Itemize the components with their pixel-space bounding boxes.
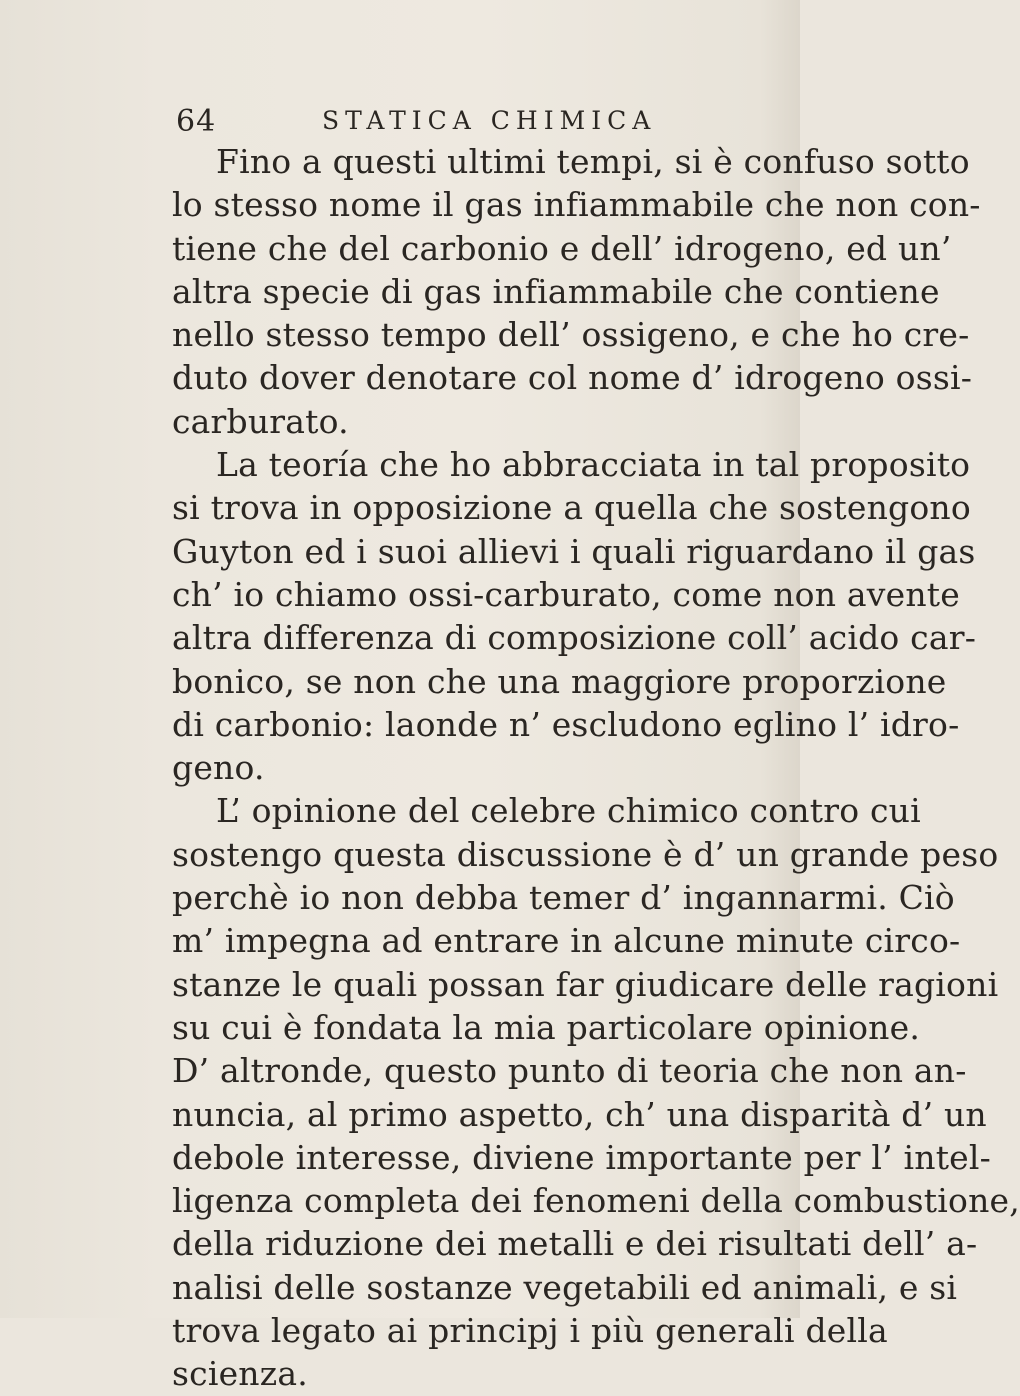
text-line: nuncia, al primo aspetto, ch’ una disparità d’ un bbox=[172, 1094, 987, 1134]
page-number: 64 bbox=[176, 104, 217, 139]
text-line: si trova in opposizione a quella che sostengono bbox=[172, 488, 971, 528]
text-line: carburato. bbox=[172, 401, 349, 441]
text-line: trova legato ai principj i più generali della bbox=[172, 1311, 888, 1351]
text-line: di carbonio: laonde n’ escludono eglino l’ idro- bbox=[172, 704, 960, 744]
text-line: su cui è fondata la mia particolare opinione. bbox=[172, 1007, 921, 1047]
text-line: nalisi delle sostanze vegetabili ed animali, e si bbox=[172, 1267, 958, 1307]
text-line: Fino a questi ultimi tempi, si è confuso sotto bbox=[216, 142, 970, 181]
text-line: ligenza completa dei fenomeni della combustione, bbox=[172, 1181, 1020, 1221]
text-line: m’ impegna ad entrare in alcune minute circo- bbox=[172, 921, 961, 961]
body-text bbox=[172, 140, 1020, 1396]
text-line: altra specie di gas infiammabile che contiene bbox=[172, 271, 940, 311]
text-line: stanze le quali possan far giudicare delle ragioni bbox=[172, 964, 999, 1004]
text-line: La teoría che ho abbracciata in tal proposito bbox=[216, 445, 971, 485]
text-line: scienza. bbox=[172, 1354, 308, 1394]
text-line: sostengo questa discussione è d’ un grande peso bbox=[172, 834, 999, 874]
text-line: Guyton ed i suoi allievi i quali riguardano il gas bbox=[172, 531, 976, 571]
text-line: duto dover denotare col nome d’ idrogeno ossi- bbox=[172, 358, 973, 398]
text-line: nello stesso tempo dell’ ossigeno, e che ho cre- bbox=[172, 315, 970, 355]
text-line: debole interesse, diviene importante per l’ intel- bbox=[172, 1137, 992, 1177]
text-line: bonico, se non che una maggiore proporzione bbox=[172, 661, 947, 701]
text-line: ch’ io chiamo ossi-carburato, come non avente bbox=[172, 574, 960, 614]
text-line: della riduzione dei metalli e dei risultati dell’ a- bbox=[172, 1224, 978, 1264]
running-head: STATICA CHIMICA bbox=[322, 106, 657, 135]
page-header bbox=[0, 102, 800, 142]
text-line: lo stesso nome il gas infiammabile che non con- bbox=[172, 185, 981, 225]
text-line: altra differenza di composizione coll’ acido car- bbox=[172, 618, 977, 658]
text-line: tiene che del carbonio e dell’ idrogeno, ed un’ bbox=[172, 228, 952, 268]
text-line: perchè io non debba temer d’ ingannarmi. Ciò bbox=[172, 878, 955, 918]
text-line: D’ altronde, questo punto di teoria che non an- bbox=[172, 1051, 967, 1091]
text-line: geno. bbox=[172, 748, 265, 788]
text-line: L’ opinione del celebre chimico contro cui bbox=[216, 791, 921, 831]
